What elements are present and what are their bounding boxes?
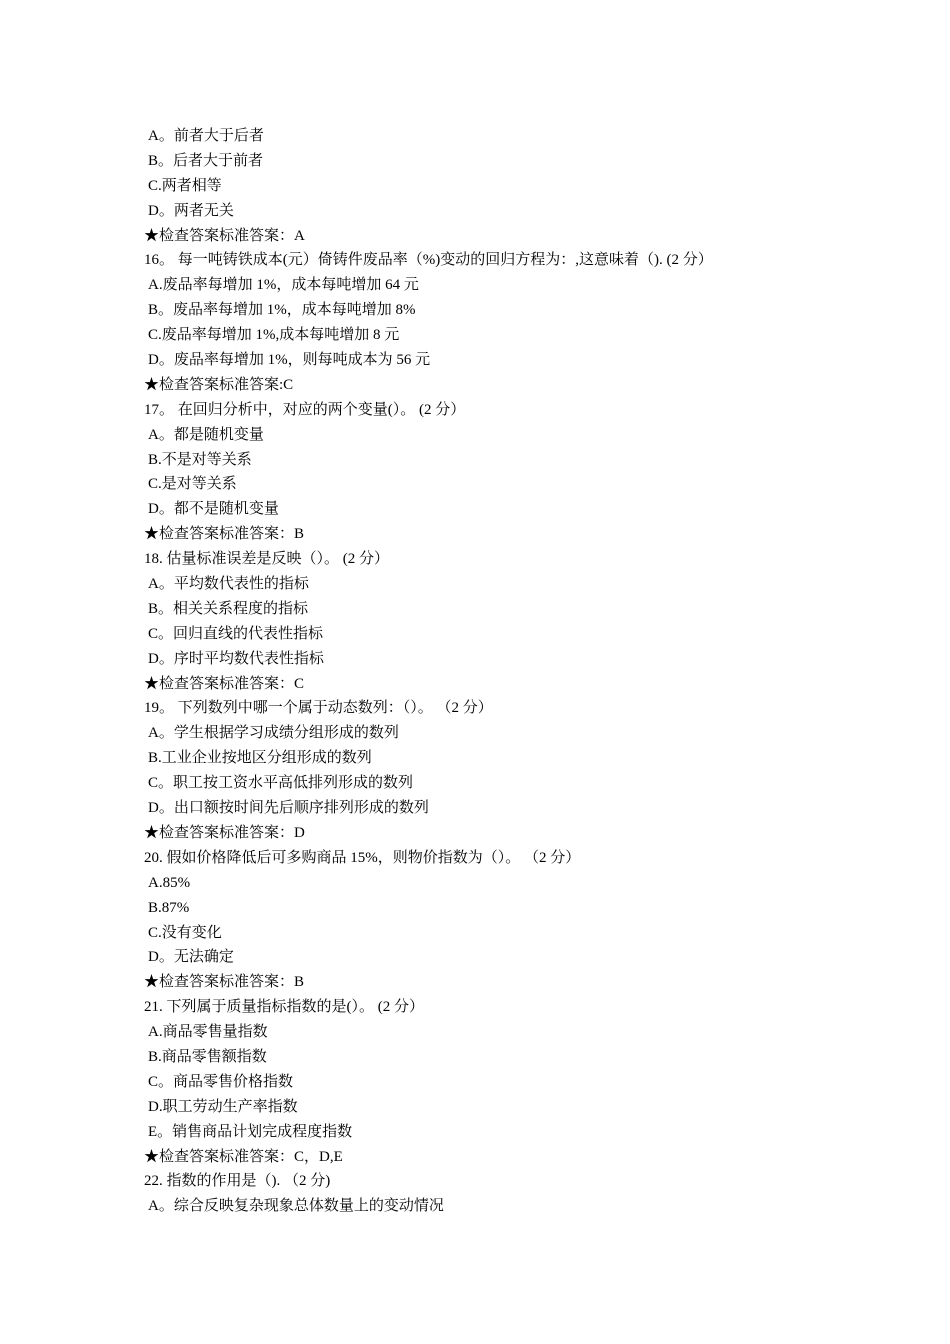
answer-option: A。综合反映复杂现象总体数量上的变动情况 [148, 1198, 444, 1215]
question-text: 17。 在回归分析中，对应的两个变量(）。 (2 分） [144, 401, 466, 418]
answer-option: D。两者无关 [148, 202, 234, 219]
answer-option: D。都不是随机变量 [148, 501, 279, 518]
answer-option: D。序时平均数代表性指标 [148, 650, 324, 667]
answer-option: A。学生根据学习成绩分组形成的数列 [148, 725, 399, 742]
question-text: 22. 指数的作用是（). （2 分) [144, 1173, 331, 1190]
answer-key: ★检查答案标准答案：C [144, 675, 305, 692]
answer-option: A.85% [148, 874, 191, 891]
answer-option: B.工业企业按地区分组形成的数列 [148, 750, 372, 767]
question-text: 16。 每一吨铸铁成本(元）倚铸件废品率（%)变动的回归方程为：,这意味着（). (2 分） [144, 252, 713, 269]
question-text: 21. 下列属于质量指标指数的是(）。 (2 分） [144, 999, 424, 1016]
answer-option: B.不是对等关系 [148, 451, 252, 468]
question-text: 18. 估量标准误差是反映（）。 (2 分） [144, 551, 389, 568]
answer-option: A.商品零售量指数 [148, 1024, 268, 1041]
answer-key: ★检查答案标准答案：A [144, 227, 305, 244]
answer-option: D。出口额按时间先后顺序排列形成的数列 [148, 800, 429, 817]
answer-key: ★检查答案标准答案:C [144, 376, 294, 393]
answer-key: ★检查答案标准答案：D [144, 824, 305, 841]
question-text: 19。 下列数列中哪一个属于动态数列：（）。 （2 分） [144, 700, 493, 717]
answer-option: D。无法确定 [148, 949, 234, 966]
answer-option: A.废品率每增加 1%，成本每吨增加 64 元 [148, 277, 419, 294]
answer-option: C。商品零售价格指数 [148, 1073, 294, 1090]
question-text: 20. 假如价格降低后可多购商品 15%，则物价指数为（）。 （2 分） [144, 849, 581, 866]
answer-option: B。相关关系程度的指标 [148, 600, 309, 617]
answer-key: ★检查答案标准答案：B [144, 974, 305, 991]
answer-option: B.87% [148, 899, 190, 916]
answer-option: C.没有变化 [148, 924, 222, 941]
answer-option: A。都是随机变量 [148, 426, 264, 443]
answer-key: ★检查答案标准答案：B [144, 526, 305, 543]
answer-option: C.两者相等 [148, 177, 222, 194]
answer-option: D.职工劳动生产率指数 [148, 1098, 298, 1115]
answer-option: C。回归直线的代表性指标 [148, 625, 324, 642]
document-content [144, 124, 824, 1219]
answer-option: A。平均数代表性的指标 [148, 576, 309, 593]
answer-option: B。废品率每增加 1%，成本每吨增加 8% [148, 302, 416, 319]
answer-key: ★检查答案标准答案：C，D,E [144, 1148, 343, 1165]
answer-option: B.商品零售额指数 [148, 1048, 267, 1065]
answer-option: C.是对等关系 [148, 476, 237, 493]
answer-option: D。废品率每增加 1%，则每吨成本为 56 元 [148, 352, 431, 369]
answer-option: B。后者大于前者 [148, 152, 264, 169]
answer-option: E。销售商品计划完成程度指数 [148, 1123, 353, 1140]
answer-option: C。职工按工资水平高低排列形成的数列 [148, 775, 414, 792]
answer-option: A。前者大于后者 [148, 128, 264, 144]
answer-option: C.废品率每增加 1%,成本每吨增加 8 元 [148, 327, 400, 344]
